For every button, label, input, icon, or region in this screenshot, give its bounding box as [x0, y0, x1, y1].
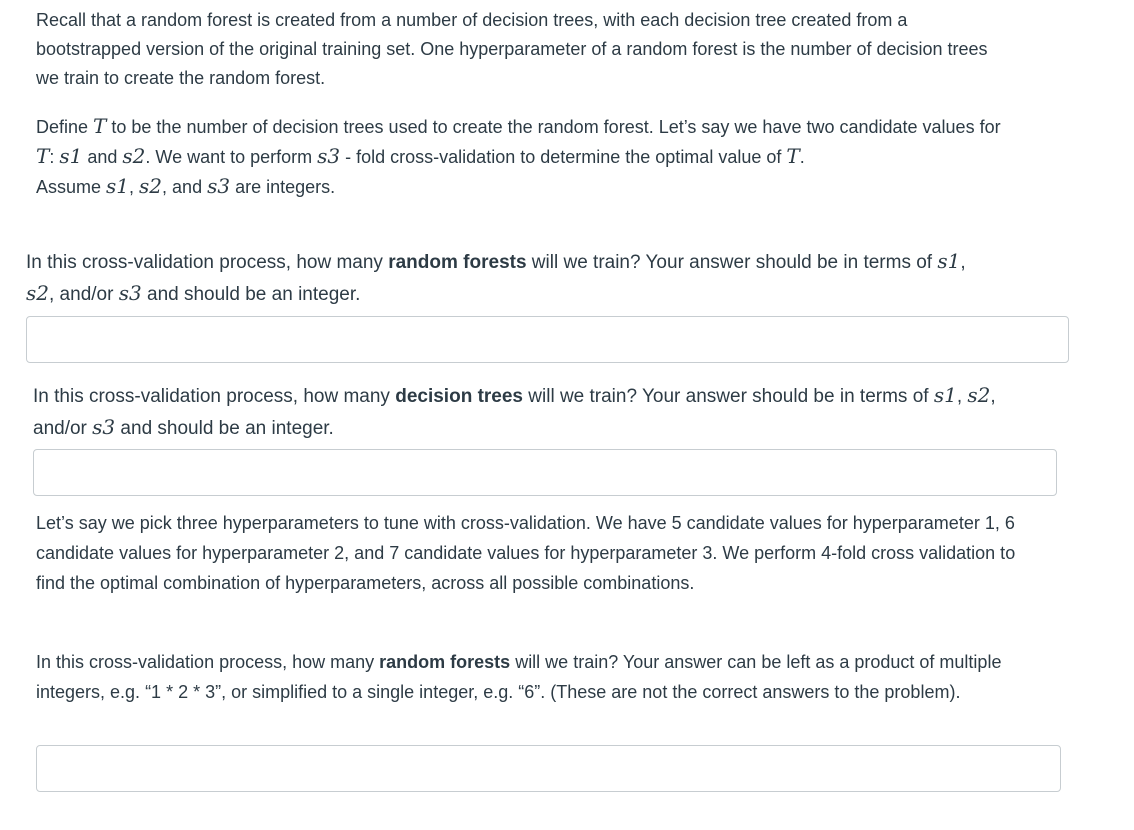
- intro-paragraph-1: Recall that a random forest is created from a number of decision trees, with each decision tree created from a bootstrapped version of the original training set. One hyperparameter of a random forest is the number of decision trees we train to create the random forest.: [36, 10, 988, 88]
- question-3-text: In this cross-validation process, how many random forests will we train? Your answer can be left as a product of multiple integers, e.g. “1 * 2 * 3”, or simplified to a single integer, e.g. “6”. (These are not the correct answers to the problem).: [36, 652, 1002, 702]
- math-s3: s3: [317, 144, 341, 168]
- math-s1: s1: [59, 144, 83, 168]
- math-T: T: [36, 144, 50, 168]
- question-2-answer-input[interactable]: [33, 449, 1057, 496]
- math-T: T: [786, 144, 800, 168]
- hyperparameter-block: [36, 508, 1036, 598]
- intro-block: [36, 6, 996, 93]
- math-s3: s3: [207, 174, 231, 198]
- question-1-answer-input[interactable]: [26, 316, 1069, 363]
- hyperparameter-paragraph: Let’s say we pick three hyperparameters to tune with cross-validation. We have 5 candidate values for hyperparameter 1, 6 candidate values for hyperparameter 2, and 7 candidate values for hyperparameter 3. We perform 4-fold cross validation to find the optimal combination of hyperparameters, across all possible combinations.: [36, 513, 1016, 593]
- definition-block: [36, 112, 1011, 202]
- question-3-answer-input[interactable]: [36, 745, 1061, 792]
- question-3: [36, 647, 1066, 707]
- question-2: [33, 380, 1063, 444]
- math-s2: s2: [122, 144, 146, 168]
- question-1: [26, 246, 1066, 310]
- definition-paragraph: Define T to be the number of decision trees used to create the random forest. Let’s say we have two candidate values for T: s1 and s2. We want to perform s3 - fold cross-validation to determine the optimal value of T. Assume s1, s2, and s3 are integers.: [36, 114, 1001, 198]
- math-s2: s2: [139, 174, 163, 198]
- question-1-text: In this cross-validation process, how many random forests will we train? Your answer should be in terms of s1, s2, and/or s3 and should be an integer.: [26, 249, 966, 305]
- math-T: T: [93, 114, 107, 138]
- math-s1: s1: [106, 174, 130, 198]
- question-2-text: In this cross-validation process, how many decision trees will we train? Your answer should be in terms of s1, s2, and/or s3 and should be an integer.: [33, 383, 996, 439]
